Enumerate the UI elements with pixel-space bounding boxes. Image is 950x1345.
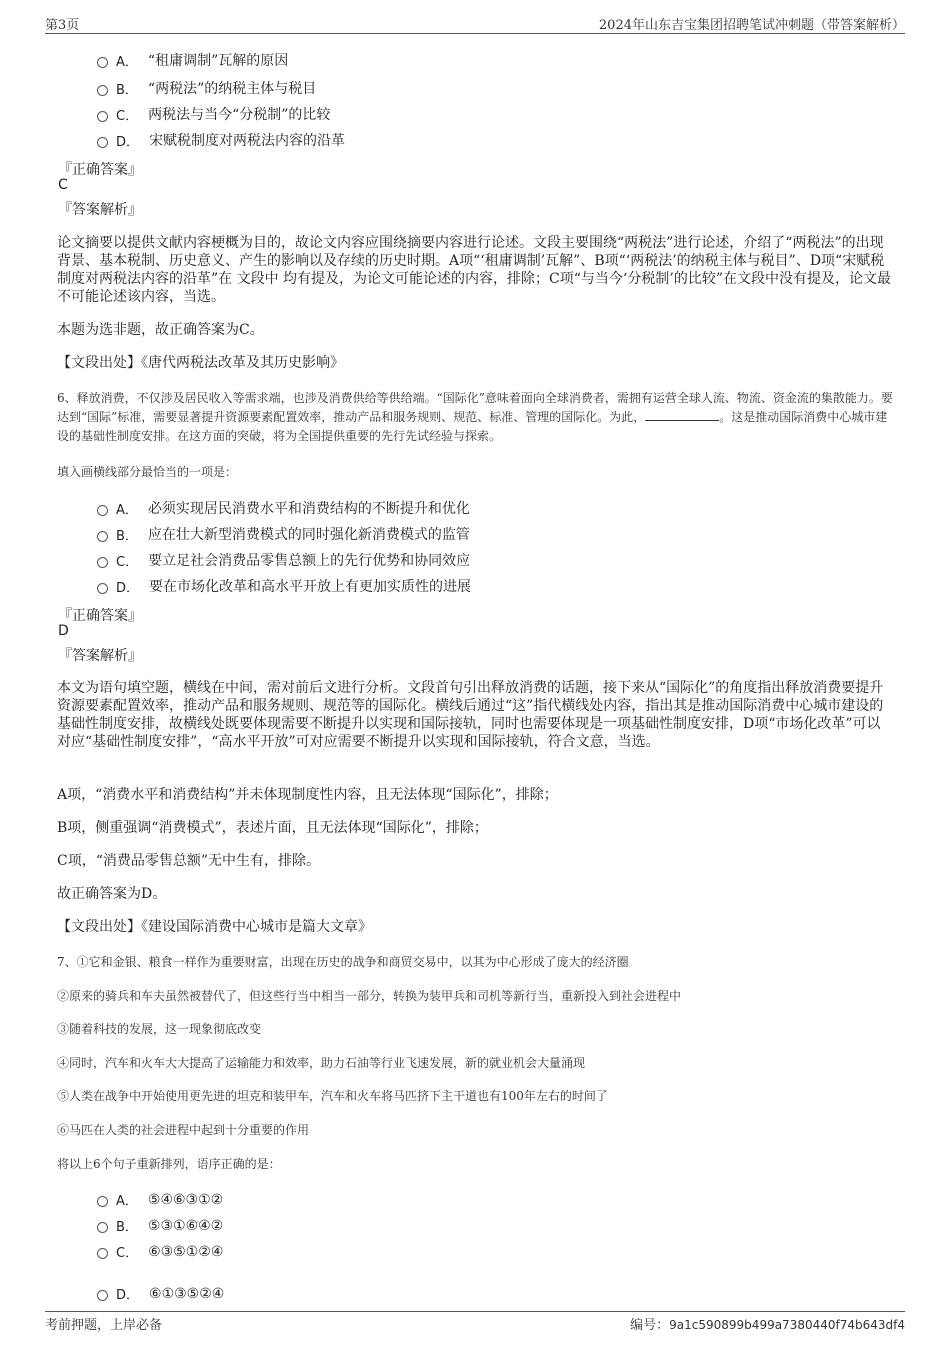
document-code: 编号：9a1c590899b499a7380440f74b643df4 [630, 1318, 905, 1333]
radio-icon[interactable] [97, 1248, 108, 1259]
q6-conclusion: 故正确答案为D。 [57, 886, 167, 902]
q6-analysis-label: 『答案解析』 [58, 648, 142, 664]
q7-option-a[interactable]: A． ⑤④⑥③①② [97, 1190, 223, 1209]
q5-analysis: 论文摘要以提供文献内容梗概为目的，故论文内容应围绕摘要内容进行论述。文段主要围绕“两税法”进行论述，介绍了“两税法”的出现背景、基本税制、历史意义、产生的影响以及存续的历史时期。A项“‘租庸调制’瓦解”、B项“‘两税法’的纳税主体与税目”、D项“宋赋税制度对两税法内容的沿革”在 文段中 均有提及，为论文可能论述的内容，排除；C项“与当今‘分税制’的比较”在文段中没有提及，论文最不可能论述该内容，当选。 [57, 235, 891, 305]
q7-sentence-5: ⑤人类在战争中开始使用更先进的坦克和装甲车，汽车和火车将马匹挤下主干道也有100年左右的时间了 [57, 1089, 608, 1103]
q7-sentence-4: ④同时，汽车和火车大大提高了运输能力和效率，助力石油等行业飞速发展，新的就业机会大量涌现 [57, 1056, 586, 1070]
q5-option-d[interactable]: D． 宋赋税制度对两税法内容的沿革 [97, 130, 345, 150]
radio-icon[interactable] [97, 111, 108, 122]
q5-option-a[interactable]: A． “租庸调制”瓦解的原因 [97, 50, 288, 70]
radio-icon[interactable] [97, 505, 108, 516]
q5-analysis-label: 『答案解析』 [58, 202, 142, 218]
footer-divider [45, 1311, 905, 1312]
q7-option-c[interactable]: C． ⑥③⑤①②④ [97, 1242, 223, 1261]
q5-conclusion: 本题为选非题，故正确答案为C。 [57, 322, 264, 338]
q7-sentence-1: 7、①它和金银、粮食一样作为重要财富，出现在历史的战争和商贸交易中，以其为中心形成了庞大的经济圈 [57, 955, 629, 969]
q6-option-b[interactable]: B． 应在壮大新型消费模式的同时强化新消费模式的监管 [97, 524, 470, 544]
q6-option-c[interactable]: C． 要立足社会消费品零售总额上的先行优势和协同效应 [97, 550, 470, 570]
radio-icon[interactable] [97, 85, 108, 96]
q6-answer: D [58, 623, 69, 639]
q5-source: 【文段出处】《唐代两税法改革及其历史影响》 [57, 355, 344, 371]
q6-prompt: 填入画横线部分最恰当的一项是： [57, 465, 238, 479]
document-title: 2024年山东吉宝集团招聘笔试冲刺题（带答案解析） [598, 18, 905, 33]
q7-sentence-6: ⑥马匹在人类的社会进程中起到十分重要的作用 [57, 1123, 310, 1137]
q6-answer-label: 『正确答案』 [58, 608, 142, 624]
q6-analysis: 本文为语句填空题，横线在中间，需对前后文进行分析。文段首句引出释放消费的话题，接下来从“国际化”的角度指出释放消费要提升资源要素配置效率，推动产品和服务规则、规范等的国际化。横线后通过“这”指代横线处内容，指出其是推动国际消费中心城市建设的基础性制度安排，故横线处既要体现需要不断提升以实现和国际接轨，同时也需要体现是一项基础性制度安排，D项“市场化改革”可以对应“基础性制度安排”，“高水平开放”可对应需要不断提升以实现和国际接轨，符合文意，当选。 [57, 680, 884, 750]
q7-sentence-2: ②原来的骑兵和车夫虽然被替代了，但这些行当中相当一部分，转换为装甲兵和司机等新行当，重新投入到社会进程中 [57, 989, 682, 1003]
q6-option-d[interactable]: D． 要在市场化改革和高水平开放上有更加实质性的进展 [97, 576, 471, 596]
q6-note-c: C项，“消费品零售总额”无中生有，排除。 [57, 853, 321, 869]
q5-answer-label: 『正确答案』 [58, 162, 142, 178]
radio-icon[interactable] [97, 1222, 108, 1233]
radio-icon[interactable] [97, 1196, 108, 1207]
header-divider [45, 33, 905, 34]
q7-sentence-3: ③随着科技的发展，这一现象彻底改变 [57, 1022, 262, 1036]
page-number: 第3页 [45, 18, 80, 33]
radio-icon[interactable] [97, 57, 108, 68]
q5-option-b[interactable]: B． “两税法”的纳税主体与税目 [97, 78, 316, 98]
radio-icon[interactable] [97, 531, 108, 542]
footer-slogan: 考前押题，上岸必备 [45, 1318, 163, 1333]
radio-icon[interactable] [97, 137, 108, 148]
radio-icon[interactable] [97, 1290, 108, 1301]
q7-option-b[interactable]: B． ⑤③①⑥④② [97, 1216, 223, 1235]
q6-option-a[interactable]: A． 必须实现居民消费水平和消费结构的不断提升和优化 [97, 498, 470, 518]
fill-blank [645, 408, 719, 421]
q6-stem: 6、释放消费，不仅涉及居民收入等需求端，也涉及消费供给等供给端。“国际化”意味着面向全球消费者，需拥有运营全球人流、物流、资金流的集散能力。要达到“国际”标准，需要显著提升资源要素配置效率，推动产品和服务规则、规范、标准、管理的国际化。为此， 。这是推动国际消费中心城市建设的基础性制度安排。在这方面的突破，将为全国提供重要的先行先试经验与探索。 [57, 391, 893, 443]
q5-option-c[interactable]: C． 两税法与当今“分税制”的比较 [97, 104, 330, 124]
q7-prompt: 将以上6个句子重新排列，语序正确的是： [57, 1157, 281, 1171]
radio-icon[interactable] [97, 583, 108, 594]
q6-note-a: A项，“消费水平和消费结构”并未体现制度性内容，且无法体现“国际化”，排除； [57, 787, 558, 803]
q6-note-b: B项，侧重强调“消费模式”，表述片面，且无法体现“国际化”，排除； [57, 820, 488, 836]
q5-answer: C [58, 177, 68, 193]
radio-icon[interactable] [97, 557, 108, 568]
q6-source: 【文段出处】《建设国际消费中心城市是篇大文章》 [57, 919, 372, 935]
q7-option-d[interactable]: D． ⑥①③⑤②④ [97, 1284, 224, 1303]
